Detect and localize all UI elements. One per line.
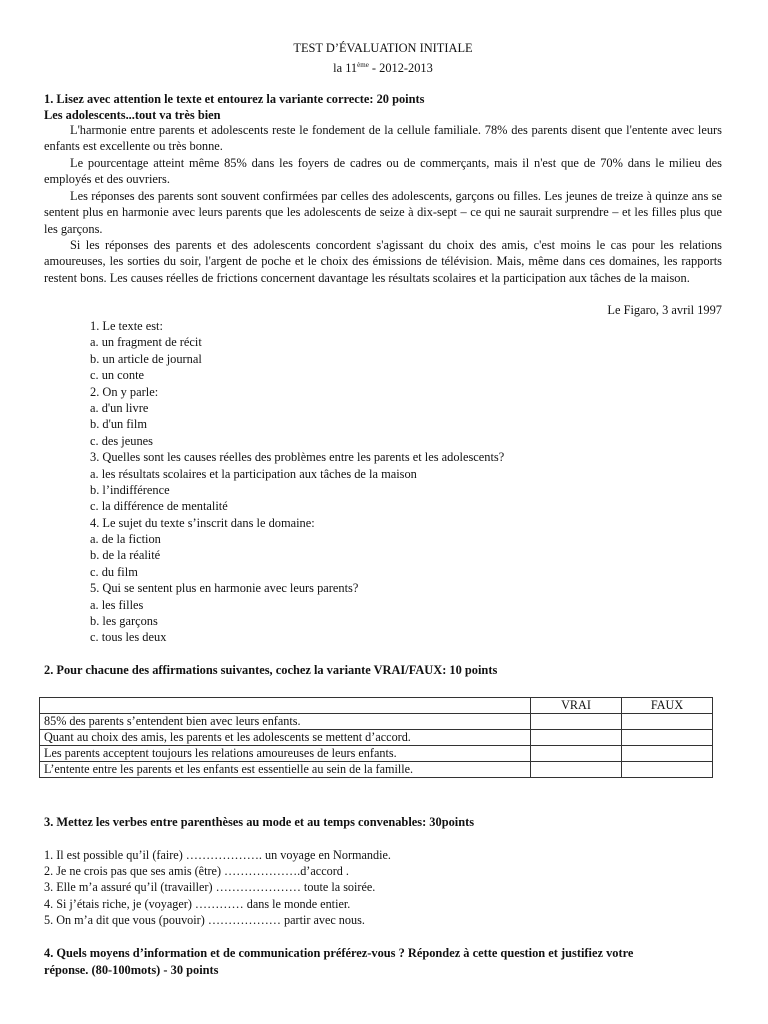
vrai-cell[interactable] [531,762,622,778]
section2-heading: 2. Pour chacune des affirmations suivantes, cochez la variante VRAI/FAUX: 10 points [44,663,498,677]
question-line: b. les garçons [90,614,158,629]
question-line: b. d'un film [90,417,147,432]
vrai-cell[interactable] [531,746,622,762]
class-prefix: la 11 [333,61,358,75]
question-line: a. un fragment de récit [90,335,202,350]
statement-cell: Quant au choix des amis, les parents et les adolescents se mettent d’accord. [40,730,531,746]
paragraph-1: L'harmonie entre parents et adolescents reste le fondement de la cellule familiale. 78% des parents disent que l'entente avec leurs enfants est excellente ou très bonne. [44,123,722,154]
text-title: Les adolescents...tout va très bien [44,108,221,122]
question-line: a. de la fiction [90,532,161,547]
table-row [40,730,713,746]
question-line: b. un article de journal [90,351,202,366]
question-line: 2. On y parle: [90,384,159,399]
page-subtitle [44,57,722,76]
paragraph-2: Le pourcentage atteint même 85% dans les foyers de cadres ou de commerçants, mais il n'est que de 70% dans le milieu des employés et des ouvriers. [44,156,722,187]
question-line: b. de la réalité [90,548,161,563]
question-line: 1. Le texte est: [90,319,163,333]
column-header-vrai: VRAI [531,698,622,714]
question-line: 4. Le sujet du texte s’inscrit dans le domaine: [90,515,315,530]
section4-heading-line1: 4. Quels moyens d’information et de communication préférez-vous ? Répondez à cette question et justifiez votre [44,946,634,960]
class-superscript: ème [357,61,369,69]
section1-heading: 1. Lisez avec attention le texte et entourez la variante correcte: 20 points [44,92,425,106]
section4-heading-line2: réponse. (80-100mots) - 30 points [44,963,219,977]
table-row [40,714,713,730]
document-page [44,0,722,1024]
paragraph-4: Si les réponses des parents et des adolescents concordent s'agissant du choix des amis, c'est moins le cas pour les relations amoureuses, les sorties du soir, l'argent de poche et le choix des émissions de télévision. Mais, même dans ces domaines, les rapports restent bons. Les causes réelles de frictions concernent davantage les résultats scolaires et la participation aux tâches de la maison. [44,238,722,285]
question-line: c. tous les deux [90,630,167,645]
question-list [90,318,504,646]
question-line: c. des jeunes [90,433,153,448]
faux-cell[interactable] [622,746,713,762]
column-header-faux: FAUX [622,698,713,714]
exercise-line: 4. Si j’étais riche, je (voyager) ………… dans le monde entier. [44,896,351,911]
table-header-row [40,698,713,714]
vrai-cell[interactable] [531,730,622,746]
statement-cell: L’entente entre les parents et les enfants est essentielle au sein de la famille. [40,762,531,778]
exercise-line: 5. On m’a dit que vous (pouvoir) ……………… partir avec nous. [44,912,365,927]
class-year: - 2012-2013 [368,61,433,75]
question-line: 3. Quelles sont les causes réelles des problèmes entre les parents et les adolescents? [90,450,505,465]
question-line: a. d'un livre [90,400,149,415]
exercise-line: 1. Il est possible qu’il (faire) ………………. un voyage en Normandie. [44,848,391,862]
table-header-blank [40,698,531,714]
section3-heading: 3. Mettez les verbes entre parenthèses au mode et au temps convenables: 30points [44,815,475,829]
question-line: c. un conte [90,368,145,383]
page-title: TEST D’ÉVALUATION INITIALE [293,41,473,55]
question-line: 5. Qui se sentent plus en harmonie avec leurs parents? [90,581,359,596]
question-line: a. les filles [90,597,144,612]
paragraph-3: Les réponses des parents sont souvent confirmées par celles des adolescents, garçons ou filles. Les jeunes de treize à quinze ans se sentent plus en harmonie avec leurs parents que les adolescents de seize à dix-sept – ce qui ne saurait surprendre – et les filles plus que les garçons. [44,189,722,236]
table-row [40,762,713,778]
question-line: b. l’indifférence [90,482,170,497]
vrai-cell[interactable] [531,714,622,730]
verb-exercise-list [44,847,391,928]
exercise-line: 2. Je ne crois pas que ses amis (être) ……………….d’accord . [44,864,349,879]
question-line: c. la différence de mentalité [90,499,228,514]
question-line: a. les résultats scolaires et la participation aux tâches de la maison [90,466,417,481]
faux-cell[interactable] [622,730,713,746]
true-false-table [39,697,713,778]
table-row [40,746,713,762]
source-citation: Le Figaro, 3 avril 1997 [607,303,722,317]
faux-cell[interactable] [622,762,713,778]
faux-cell[interactable] [622,714,713,730]
question-line: c. du film [90,564,138,579]
statement-cell: Les parents acceptent toujours les relations amoureuses de leurs enfants. [40,746,531,762]
exercise-line: 3. Elle m’a assuré qu’il (travailler) ………………… toute la soirée. [44,880,376,895]
statement-cell: 85% des parents s’entendent bien avec leurs enfants. [40,714,531,730]
